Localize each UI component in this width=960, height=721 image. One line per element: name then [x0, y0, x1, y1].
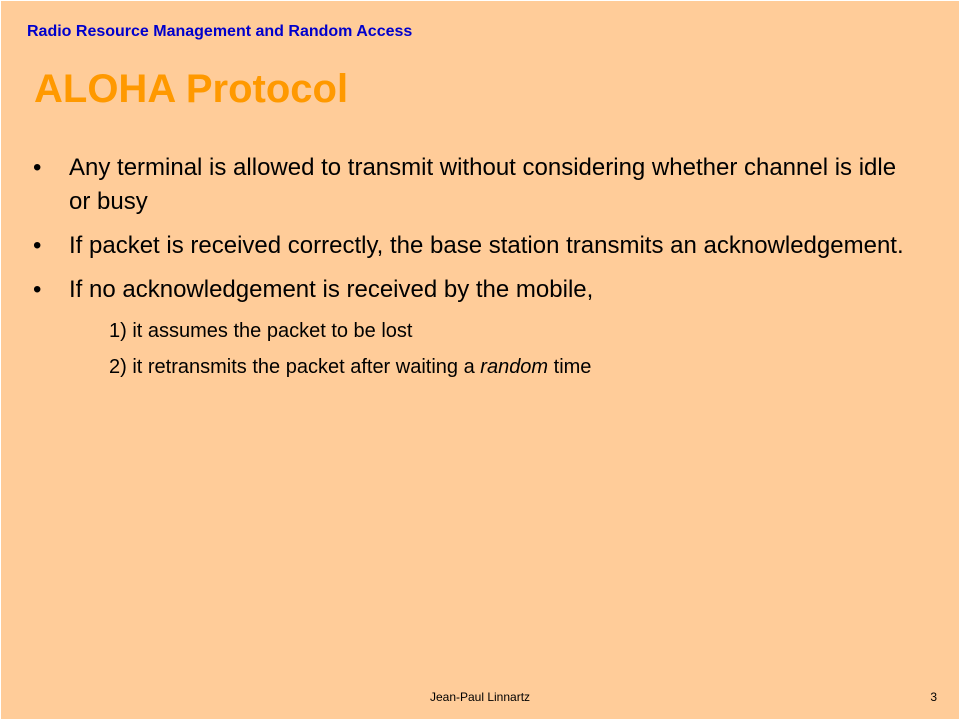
slide [1, 1, 959, 719]
bullet-text: Any terminal is allowed to transmit without considering whether channel is idle or busy [69, 154, 897, 215]
page-number: 3 [930, 690, 937, 704]
bullet-dot: • [33, 276, 42, 303]
sub-item [31, 317, 911, 345]
sub-item-prefix: 2) it retransmits the packet after waiting a [109, 356, 481, 378]
footer-author: Jean-Paul Linnartz [429, 690, 531, 704]
bullet-item [31, 151, 911, 219]
slide-header: Radio Resource Management and Random Access [27, 23, 413, 40]
bullet-list [31, 151, 911, 389]
sub-item-suffix: time [548, 356, 592, 378]
bullet-text: If packet is received correctly, the base station transmits an acknowledgement. [69, 232, 904, 259]
sub-item [31, 353, 911, 381]
bullet-dot: • [33, 232, 42, 259]
bullet-text: If no acknowledgement is received by the mobile, [69, 276, 594, 303]
bullet-item [31, 273, 911, 307]
bullet-item [31, 229, 911, 263]
slide-title: ALOHA Protocol [34, 67, 349, 111]
sub-item-text: 1) it assumes the packet to be lost [109, 320, 413, 342]
bullet-dot: • [33, 154, 42, 181]
sub-item-emphasis: random [480, 356, 549, 378]
